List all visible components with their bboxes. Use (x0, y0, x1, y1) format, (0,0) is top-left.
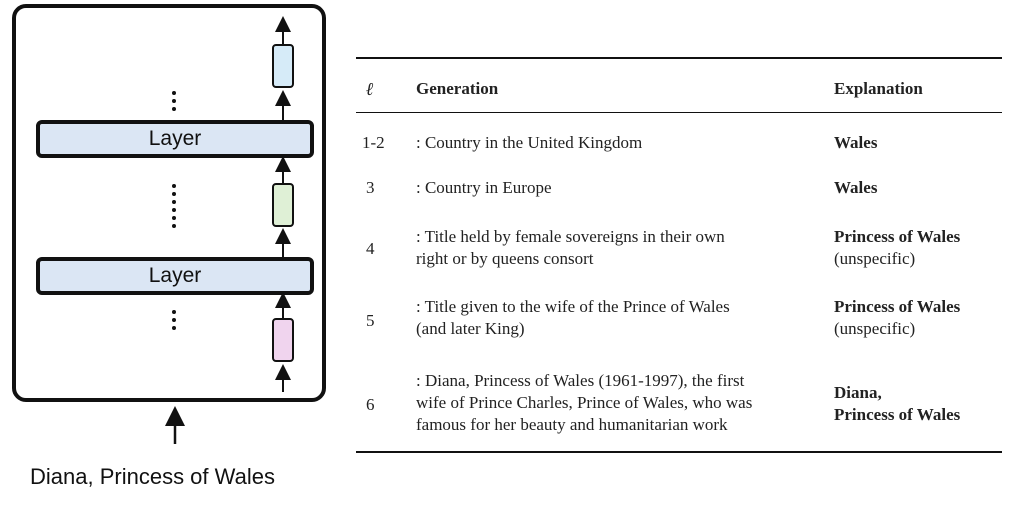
row-generation-line: wife of Prince Charles, Prince of Wales, who was (416, 393, 753, 412)
table-bottom-rule (356, 451, 1002, 453)
row-explanation: Wales (834, 133, 878, 152)
row-explanation: Princess of Wales (834, 297, 961, 316)
row-generation-line: : Diana, Princess of Wales (1961-1997), the first (416, 371, 745, 390)
header-generation: Generation (416, 79, 499, 98)
row-generation: : Country in the United Kingdom (416, 133, 643, 152)
row-generation-line: right or by queens consort (416, 249, 594, 268)
table-top-rule (356, 57, 1002, 59)
row-generation: : Country in Europe (416, 178, 552, 197)
header-explanation: Explanation (834, 79, 923, 98)
row-explanation: Wales (834, 178, 878, 197)
row-generation-line: : Title held by female sovereigns in their own (416, 227, 725, 246)
diagram-arrows (0, 0, 340, 460)
row-explanation-line: Diana, (834, 383, 882, 402)
row-generation-line: famous for her beauty and humanitarian work (416, 415, 728, 434)
layer-label: Layer (148, 127, 202, 150)
input-text: Diana, Princess of Wales (30, 464, 275, 489)
layer-label: Layer (148, 264, 202, 287)
row-generation-line: : Title given to the wife of the Prince of Wales (416, 297, 730, 316)
table-header-rule (356, 112, 1002, 113)
row-layer: 5 (366, 311, 375, 330)
row-layer: 4 (366, 239, 375, 258)
row-layer: 1-2 (362, 133, 385, 152)
row-explanation: Princess of Wales (834, 227, 961, 246)
row-explanation-note: (unspecific) (834, 249, 916, 268)
row-layer: 3 (366, 178, 375, 197)
row-explanation-line: Princess of Wales (834, 405, 961, 424)
header-layer: ℓ (366, 79, 374, 99)
row-explanation-note: (unspecific) (834, 319, 916, 338)
row-layer: 6 (366, 395, 375, 414)
row-generation-line: (and later King) (416, 319, 525, 338)
